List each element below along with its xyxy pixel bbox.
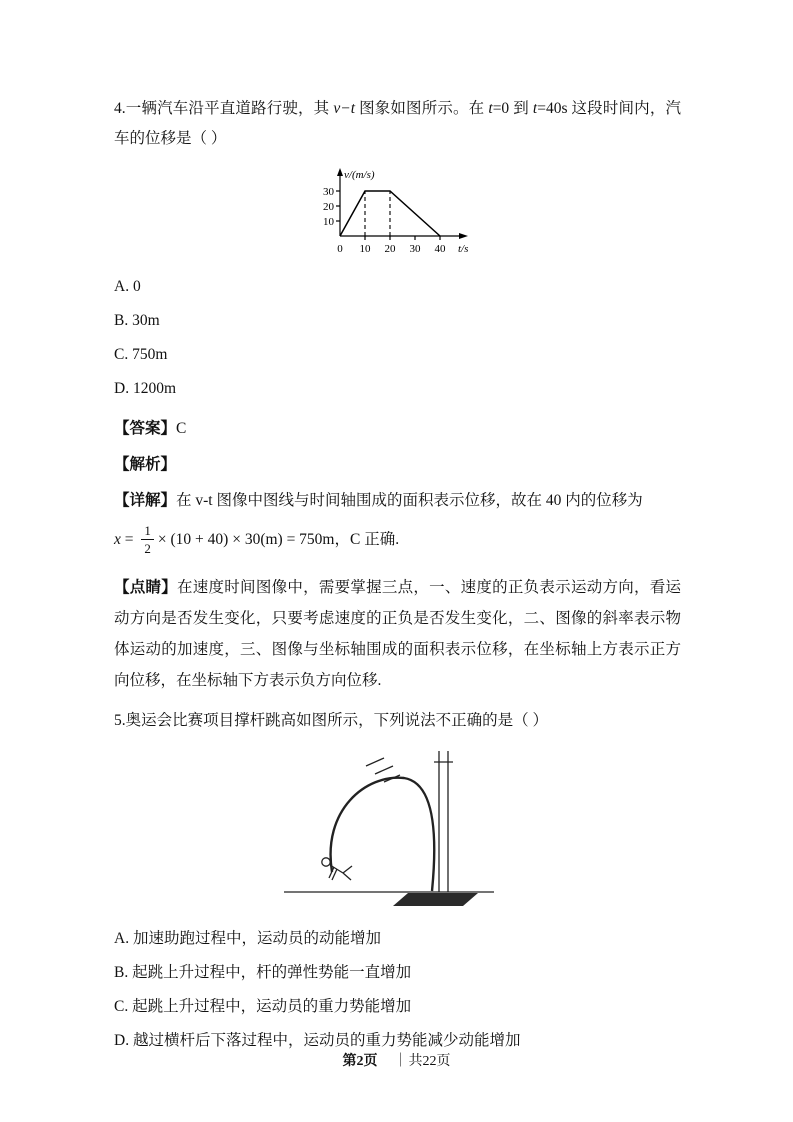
x-tick-10: 10 <box>359 243 371 255</box>
q4-option-c <box>114 346 681 363</box>
y-ticks <box>323 186 340 228</box>
q4-option-d <box>114 380 681 397</box>
q4-stem-part2: 图象如图所示。在 <box>355 100 489 117</box>
q5-option-d <box>114 1032 681 1049</box>
fraction-denominator: 2 <box>144 541 151 556</box>
q5-option-a-text: A. 加速助跑过程中，运动员的动能增加 <box>114 930 381 947</box>
tip-text: 在速度时间图像中，需要掌握三点，一、速度的正负表示运动方向，看运动方向是否发生变化，只要考虑速度的正负是否发生变化，二、图像的斜率表示物体运动的加速度，三、图像与坐标轴围成的面积表示位移，在坐标轴上方表示正方向位移，在坐标轴下方表示负方向位移. <box>114 579 681 689</box>
q5-pole-vault-figure <box>282 746 681 914</box>
q5-option-b-text: B. 起跳上升过程中，杆的弹性势能一直增加 <box>114 964 412 981</box>
vault-pole <box>331 778 435 891</box>
x-tick-40: 40 <box>434 243 446 255</box>
q4-option-b <box>114 312 681 329</box>
footer-divider: ｜ <box>393 1054 408 1069</box>
q4-option-a-text: A. 0 <box>114 278 141 295</box>
q4-stem <box>114 94 681 154</box>
q4-stem-vt-symbol: v−t <box>333 100 356 117</box>
q4-option-b-text: B. 30m <box>114 312 160 329</box>
q5-option-d-text: D. 越过横杆后下落过程中，运动员的重力势能减少动能增加 <box>114 1032 521 1049</box>
q4-tip-paragraph <box>114 572 681 696</box>
detail-text: 在 v-t 图像中图线与时间轴围成的面积表示位移，故在 40 内的位移为 <box>176 492 643 509</box>
x-axis <box>340 233 468 239</box>
q4-option-c-text: C. 750m <box>114 346 168 363</box>
q4-option-a <box>114 278 681 295</box>
planting-box-shade <box>393 893 478 906</box>
page-number: 第2页 <box>342 1054 378 1069</box>
q4-vt-graph-figure <box>300 164 681 262</box>
q5-option-c-text: C. 起跳上升过程中，运动员的重力势能增加 <box>114 998 412 1015</box>
fraction-one-half <box>141 523 154 555</box>
x-tick-0: 0 <box>337 243 343 255</box>
y-axis-label: v/(m/s) <box>344 169 375 181</box>
tip-label: 【点睛】 <box>114 579 178 596</box>
q4-formula <box>114 522 681 558</box>
page-total: 共22页 <box>408 1054 451 1069</box>
q4-stem-part4: =40s 这段时间内，汽车的位移是（ ） <box>114 100 681 147</box>
page-footer <box>0 1050 793 1070</box>
analysis-label: 【解析】 <box>114 456 177 473</box>
pole-vault-illustration <box>282 746 497 914</box>
q4-stem-part3: =0 到 <box>492 100 533 117</box>
q5-stem-text: 5.奥运会比赛项目撑杆跳高如图所示，下列说法不正确的是（ ） <box>114 712 549 729</box>
formula-rest: × (10 + 40) × 30(m) = 750m，C 正确. <box>157 531 400 548</box>
answer-value: C <box>176 420 187 437</box>
q5-option-c <box>114 998 681 1015</box>
x-tick-20: 20 <box>384 243 396 255</box>
q5-option-b <box>114 964 681 981</box>
formula-x-symbol: x <box>114 531 121 548</box>
fraction-numerator: 1 <box>141 523 154 540</box>
q4-option-d-text: D. 1200m <box>114 380 176 397</box>
answer-label: 【答案】 <box>114 420 177 437</box>
q4-answer-line <box>114 414 681 444</box>
y-axis <box>337 168 343 236</box>
q4-stem-part1: 4.一辆汽车沿平直道路行驶，其 <box>114 100 334 117</box>
q4-stem-t1-symbol: t <box>488 100 493 117</box>
athlete-figure <box>322 858 352 880</box>
y-axis-arrow <box>337 168 343 176</box>
q5-stem <box>114 706 681 736</box>
q4-analysis-line <box>114 450 681 480</box>
detail-label: 【详解】 <box>114 492 177 509</box>
q5-option-a <box>114 930 681 947</box>
uprights <box>434 751 453 892</box>
x-axis-label: t/s <box>458 243 469 255</box>
x-tick-30: 30 <box>409 243 421 255</box>
vt-graph-svg <box>300 164 485 262</box>
formula-equals: = <box>120 531 138 548</box>
x-ticks <box>337 236 446 255</box>
q4-stem-t2-symbol: t <box>532 100 538 117</box>
y-tick-10: 10 <box>323 216 334 228</box>
x-axis-arrow <box>459 233 468 239</box>
y-tick-20: 20 <box>323 201 334 213</box>
y-tick-30: 30 <box>323 186 334 198</box>
q4-detail-line <box>114 486 681 516</box>
